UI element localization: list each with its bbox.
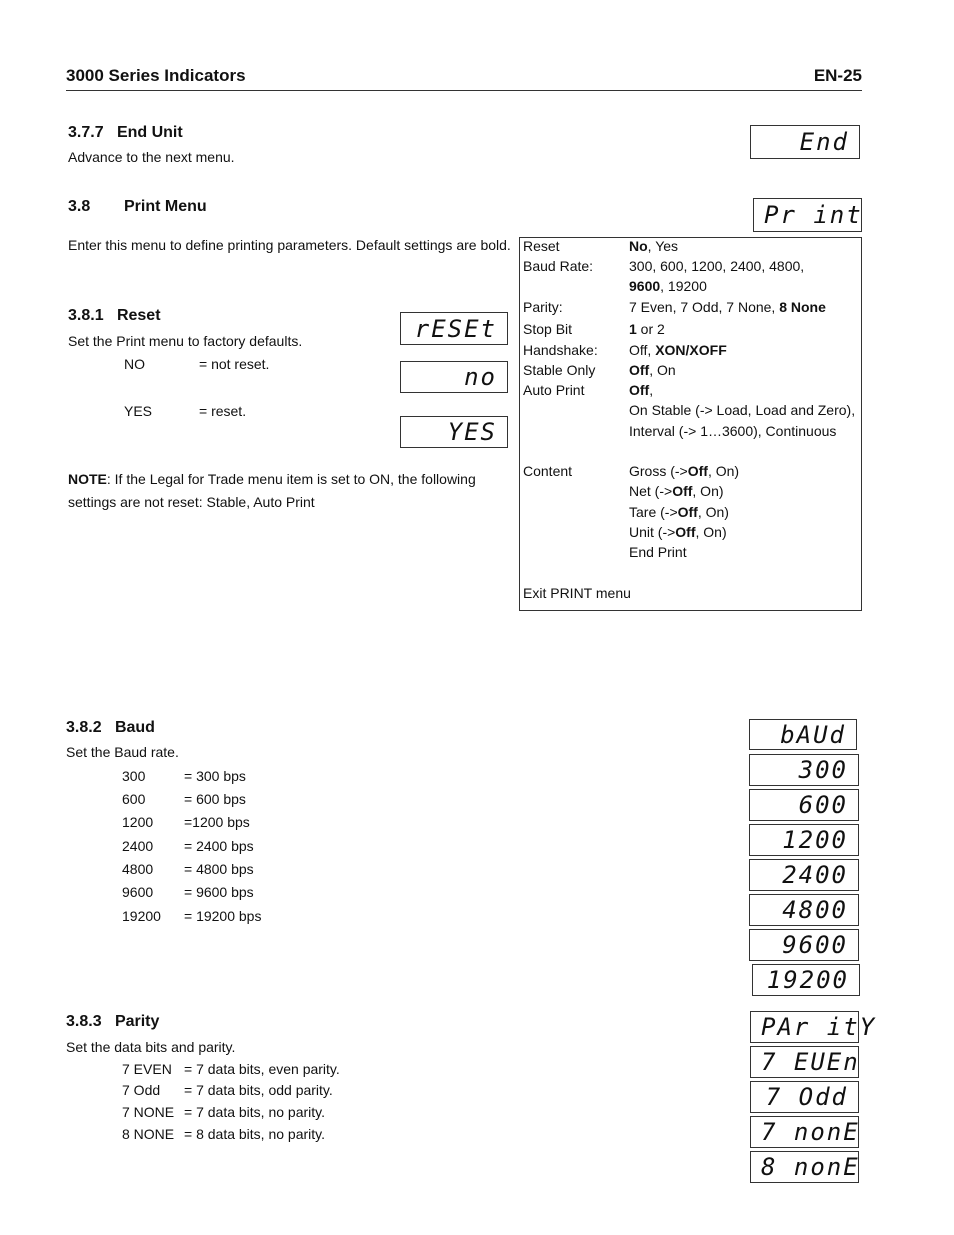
reset-note [68,468,508,514]
baud-option-key: 19200 [122,908,161,924]
note-label: NOTE [68,471,107,487]
unit-rest: , On) [695,524,727,540]
reset-option-no-value: = not reset. [199,356,270,372]
gross-default: Off [687,463,708,479]
content-tare [629,504,729,520]
autoprint-sep: , [649,382,654,398]
print-menu-table [519,237,862,611]
baud-option-key: 300 [122,768,146,784]
section-38-heading [68,198,207,216]
row-autoprint-value-2: On Stable (-> Load, Load and Zero), [629,402,856,418]
section-383-title: Parity [114,1013,160,1030]
section-377-desc: Advance to the next menu. [68,149,235,165]
parity-default: 8 None [779,299,826,315]
net-default: Off [672,483,693,499]
section-383-heading [66,1013,159,1031]
section-382-desc: Set the Baud rate. [66,744,179,760]
baud-option-value: = 2400 bps [184,838,254,854]
reset-option-yes-key: YES [124,403,153,419]
handshake-default: XON/XOFF [655,342,727,358]
row-stopbit-label: Stop Bit [523,321,573,337]
section-381-title: Reset [116,307,161,324]
content-gross [629,463,739,479]
page-number: EN-25 [813,66,862,85]
gross-rest: , On) [707,463,740,479]
section-382-title: Baud [114,719,155,736]
stable-others: , On [649,362,676,378]
lcd-end: End [750,125,860,159]
unit-default: Off [675,524,696,540]
lcd-yes: YES [400,416,508,448]
lcd-baud-2400: 2400 [749,859,859,891]
row-stable-value [629,362,676,378]
row-autoprint-label: Auto Print [523,382,585,398]
gross-pre: Gross (-> [629,463,688,479]
tare-default: Off [677,504,698,520]
lcd-parity-1: 7 EUEn [750,1046,859,1078]
lcd-baud-9600: 9600 [749,929,859,961]
lcd-baud-19200: 19200 [752,964,860,996]
baud-option-key: 4800 [122,861,154,877]
row-reset-label: Reset [523,238,560,254]
section-381-desc: Set the Print menu to factory defaults. [68,333,303,349]
row-stopbit-value [629,321,665,337]
section-377-number: 3.7.7 [68,124,104,141]
handshake-others: Off, [629,342,656,358]
baud-option-key: 600 [122,791,146,807]
stable-default: Off [629,362,650,378]
section-38-title: Print Menu [124,198,207,215]
baud-option-value: =1200 bps [184,814,250,830]
parity-option-key: 8 NONE [122,1126,175,1142]
section-382-number: 3.8.2 [66,719,102,736]
lcd-no: no [400,361,508,393]
row-reset-value [629,238,678,254]
row-baud-label: Baud Rate: [523,258,594,274]
stopbit-others: or 2 [636,321,665,337]
row-content-label: Content [523,463,573,479]
section-377-title: End Unit [116,124,183,141]
baud-option-value: = 600 bps [184,791,246,807]
lcd-print: Pr int [753,198,862,232]
lcd-parity-0: PAr itY [750,1011,859,1043]
baud-option-key: 2400 [122,838,154,854]
section-381-number: 3.8.1 [68,307,104,324]
baud-others: , 19200 [660,278,707,294]
row-exit: Exit PRINT menu [523,585,631,601]
content-end-print: End Print [629,544,687,560]
baud-option-key: 9600 [122,884,154,900]
reset-option-no-key: NO [124,356,145,372]
reset-option-yes-value: = reset. [199,403,247,419]
row-baud-value-2 [629,278,707,294]
row-parity-label: Parity: [523,299,563,315]
baud-option-value: = 300 bps [184,768,246,784]
lcd-parity-4: 8 nonE [750,1151,859,1183]
lcd-baud-4800: 4800 [749,894,859,926]
parity-option-value: = 8 data bits, no parity. [184,1126,325,1142]
baud-default: 9600 [629,278,661,294]
section-381-heading [68,307,161,325]
stopbit-default: 1 [629,321,637,337]
lcd-baud-baud: bAUd [749,719,857,750]
note-text: : If the Legal for Trade menu item is set to ON, the following [106,471,476,487]
parity-option-value: = 7 data bits, even parity. [184,1061,340,1077]
content-net [629,483,724,499]
baud-option-key: 1200 [122,814,154,830]
parity-option-value: = 7 data bits, no parity. [184,1104,325,1120]
note-text-2: settings are not reset: Stable, Auto Print [68,494,315,510]
lcd-baud-1200: 1200 [749,824,859,856]
unit-pre: Unit (-> [629,524,676,540]
autoprint-default: Off [629,382,650,398]
baud-option-value: = 19200 bps [184,908,262,924]
row-handshake-label: Handshake: [523,342,598,358]
parity-option-key: 7 EVEN [122,1061,172,1077]
header-rule [66,90,862,91]
section-377-heading [68,124,183,142]
reset-default: No [629,238,648,254]
parity-option-key: 7 NONE [122,1104,175,1120]
parity-option-value: = 7 data bits, odd parity. [184,1082,333,1098]
parity-others: 7 Even, 7 Odd, 7 None, [629,299,780,315]
row-stable-label: Stable Only [523,362,596,378]
section-383-desc: Set the data bits and parity. [66,1039,236,1055]
lcd-baud-600: 600 [749,789,859,821]
baud-option-value: = 9600 bps [184,884,254,900]
net-pre: Net (-> [629,483,673,499]
row-autoprint-value-1 [629,382,653,398]
section-383-number: 3.8.3 [66,1013,102,1030]
reset-others: , Yes [647,238,679,254]
section-38-desc: Enter this menu to define printing parameters. Default settings are bold. [68,237,511,253]
lcd-parity-3: 7 nonE [750,1116,859,1148]
lcd-baud-300: 300 [749,754,859,786]
section-38-number: 3.8 [68,198,91,215]
content-unit [629,524,727,540]
row-handshake-value [629,342,727,358]
tare-rest: , On) [697,504,729,520]
tare-pre: Tare (-> [629,504,678,520]
row-baud-value-1: 300, 600, 1200, 2400, 4800, [629,258,805,274]
lcd-parity-2: 7 Odd [750,1081,859,1113]
running-header-title: 3000 Series Indicators [66,66,246,85]
parity-option-key: 7 Odd [122,1082,161,1098]
row-autoprint-value-3: Interval (-> 1…3600), Continuous [629,423,837,439]
row-parity-value [629,299,826,315]
net-rest: , On) [692,483,724,499]
section-382-heading [66,719,155,737]
lcd-reset: rESEt [400,312,508,345]
baud-option-value: = 4800 bps [184,861,254,877]
